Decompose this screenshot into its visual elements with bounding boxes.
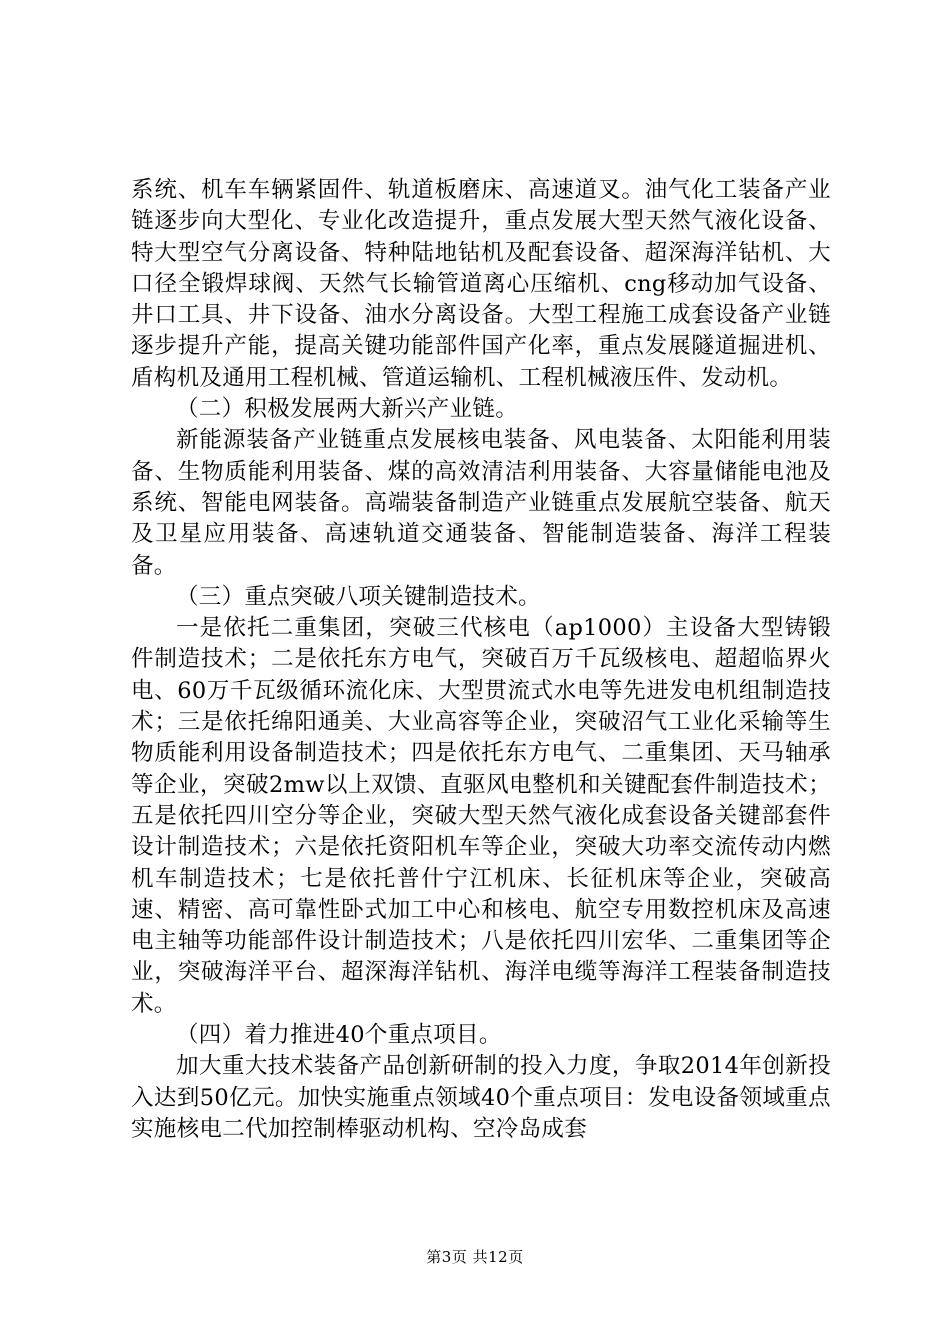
section-heading-2: （二）积极发展两大新兴产业链。	[176, 396, 519, 423]
paragraph-new-energy: 新能源装备产业链重点发展核电装备、风电装备、太阳能利用装备、生物质能利用装备、煤的高效清洁利用装备、大容量储能电池及系统、智能电网装备。高端装备制造产业链重点发展航空装备、航天及卫星应用装备、高速轨道交通装备、智能制造装备、海洋工程装备。	[131, 427, 831, 579]
section-heading-3: （三）重点突破八项关键制造技术。	[176, 583, 541, 610]
page-number-footer: 第3页 共12页	[426, 1248, 524, 1266]
paragraph-key-projects: 加大重大技术装备产品创新研制的投入力度，争取2014年创新投入达到50亿元。加快实施重点领域40个重点项目：发电设备领域重点实施核电二代加控制棒驱动机构、空冷岛成套	[131, 1053, 831, 1142]
paragraph-continuation: 系统、机车车辆紧固件、轨道板磨床、高速道叉。油气化工装备产业链逐步向大型化、专业化改造提升，重点发展大型天然气液化设备、特大型空气分离设备、特种陆地钻机及配套设备、超深海洋钻机、大口径全锻焊球阀、天然气长输管道离心压缩机、cng移动加气设备、井口工具、井下设备、油水分离设备。大型工程施工成套设备产业链逐步提升产能，提高关键功能部件国产化率，重点发展隧道掘进机、盾构机及通用工程机械、管道运输机、工程机械液压件、发动机。	[131, 177, 831, 391]
document-body	[131, 175, 831, 1145]
paragraph-key-technologies: 一是依托二重集团，突破三代核电（ap1000）主设备大型铸锻件制造技术；二是依托东方电气，突破百万千瓦级核电、超超临界火电、60万千瓦级循环流化床、大型贯流式水电等先进发电机组制造技术；三是依托绵阳通美、大业高容等企业，突破沼气工业化采输等生物质能利用设备制造技术；四是依托东方电气、二重集团、天马轴承等企业，突破2mw以上双馈、直驱风电整机和关键配套件制造技术；五是依托四川空分等企业，突破大型天然气液化成套设备关键部套件设计制造技术；六是依托资阳机车等企业，突破大功率交流传动内燃机车制造技术；七是依托普什宁江机床、长征机床等企业，突破高速、精密、高可靠性卧式加工中心和核电、航空专用数控机床及高速电主轴等功能部件设计制造技术；八是依托四川宏华、二重集团等企业，突破海洋平台、超深海洋钻机、海洋电缆等海洋工程装备制造技术。	[131, 615, 831, 1017]
section-heading-4: （四）着力推进40个重点项目。	[176, 1022, 502, 1049]
